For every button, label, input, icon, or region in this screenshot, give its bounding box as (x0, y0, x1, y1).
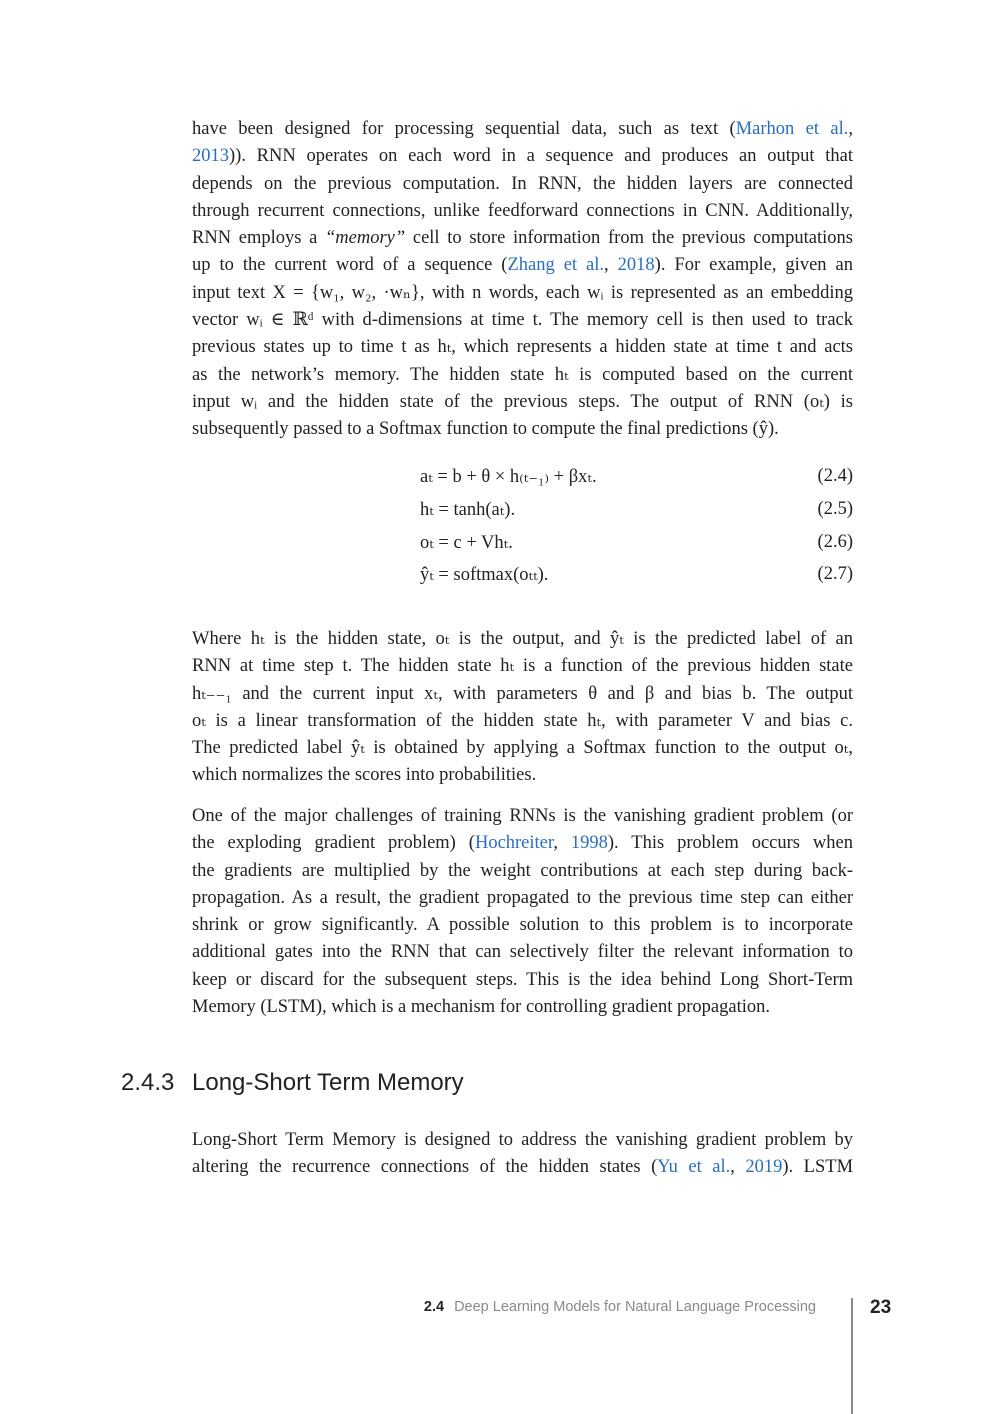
running-footer (424, 1299, 816, 1315)
text-line: keep or discard for the subsequent steps. This is the idea behind Long Short-Term (192, 969, 853, 990)
section-title: Long-Short Term Memory (192, 1069, 464, 1096)
text-line: depends on the previous computation. In RNN, the hidden layers are connected (192, 173, 853, 194)
paragraph-vanishing-gradient (192, 803, 853, 1021)
equation-2-5 (420, 499, 853, 527)
equation-2-7 (420, 564, 853, 592)
citation-marhon-author[interactable]: Marhon et al. (735, 119, 849, 139)
citation-zhang-author[interactable]: Zhang et al. (507, 255, 605, 276)
equation-formula: hₜ = tanh(aₜ). (420, 500, 516, 520)
equation-number: (2.5) (817, 499, 853, 519)
text-line: altering the recurrence connections of the hidden states (Yu et al., 2019). LSTM (192, 1157, 854, 1178)
section-heading (121, 1069, 464, 1097)
text-line: hₜ₋₋₁ and the current input xₜ, with parameters θ and β and bias b. The output (192, 683, 853, 704)
text-line: 2013)). RNN operates on each word in a sequence and produces an output that (192, 146, 853, 167)
page-number: 23 (870, 1297, 892, 1318)
citation-yu-author[interactable]: Yu et al. (657, 1157, 731, 1178)
text-line: shrink or grow significantly. A possible solution to this problem is to incorporate (192, 915, 853, 936)
text-line: RNN at time step t. The hidden state hₜ is a function of the previous hidden state (192, 656, 853, 677)
text-line: input text X = {w₁, w₂, ·wₙ}, with n words, each wᵢ is represented as an embedding (192, 282, 853, 303)
text-line: the gradients are multiplied by the weight contributions at each step during back- (192, 860, 853, 881)
text-line: the exploding gradient problem) (Hochreiter, 1998). This problem occurs when (192, 833, 854, 854)
footer-section-title: Deep Learning Models for Natural Language Processing (454, 1299, 816, 1315)
text-line: which normalizes the scores into probabilities. (192, 765, 537, 786)
citation-hochreiter-year[interactable]: 1998 (570, 833, 608, 854)
text-line: RNN employs a “memory” cell to store information from the previous computations (192, 228, 853, 249)
text-line: vector wᵢ ∈ ℝᵈ with d-dimensions at time t. The memory cell is then used to track (192, 310, 853, 331)
text-line: One of the major challenges of training RNNs is the vanishing gradient problem (or (192, 806, 853, 826)
equation-number: (2.4) (817, 466, 853, 486)
text-line: through recurrent connections, unlike feedforward connections in CNN. Additionally, (192, 200, 853, 221)
citation-hochreiter-author[interactable]: Hochreiter (474, 833, 554, 854)
equation-number: (2.7) (817, 564, 853, 584)
text-line: Long-Short Term Memory is designed to address the vanishing gradient problem by (192, 1130, 853, 1150)
text-line: subsequently passed to a Softmax function to compute the final predictions (ŷ). (192, 419, 779, 440)
equation-number: (2.6) (817, 532, 853, 552)
text-line: as the network’s memory. The hidden state hₜ is computed based on the current (192, 364, 853, 385)
text-line: additional gates into the RNN that can selectively filter the relevant information to (192, 942, 853, 963)
equation-formula: oₜ = c + Vhₜ. (420, 533, 513, 553)
text-line: have been designed for processing sequential data, such as text (Marhon et al., (192, 119, 853, 139)
citation-zhang-year[interactable]: 2018 (617, 255, 655, 276)
text-line: Memory (LSTM), which is a mechanism for controlling gradient propagation. (192, 997, 770, 1018)
equation-formula: ŷₜ = softmax(oₜₜ). (420, 565, 549, 585)
footer-section-number: 2.4 (423, 1299, 445, 1315)
memory-term: “memory” (325, 228, 406, 249)
section-number: 2.4.3 (121, 1069, 175, 1096)
paragraph-lstm-intro (192, 1127, 853, 1182)
footer-divider (851, 1298, 853, 1414)
equation-formula: aₜ = b + θ × h₍ₜ₋₁₎ + βxₜ. (420, 467, 597, 487)
text-line: input wᵢ and the hidden state of the previous steps. The output of RNN (oₜ) is (192, 391, 853, 412)
text-line: propagation. As a result, the gradient propagated to the previous time step can either (192, 887, 853, 908)
equation-2-4 (420, 466, 853, 494)
text-line: oₜ is a linear transformation of the hidden state hₜ, with parameter V and bias c. (192, 710, 853, 731)
text-line: up to the current word of a sequence (Zhang et al., 2018). For example, given an (192, 255, 853, 276)
citation-marhon-year[interactable]: 2013 (192, 146, 229, 167)
paragraph-rnn-intro (192, 116, 853, 444)
equation-2-6 (420, 532, 853, 560)
paragraph-equation-explanation (192, 626, 853, 790)
citation-yu-year[interactable]: 2019 (745, 1157, 783, 1178)
text-line: The predicted label ŷₜ is obtained by applying a Softmax function to the output oₜ, (192, 738, 853, 759)
text-line: previous states up to time t as hₜ, which represents a hidden state at time t and acts (192, 337, 853, 358)
text-line: Where hₜ is the hidden state, oₜ is the output, and ŷₜ is the predicted label of an (192, 629, 853, 649)
